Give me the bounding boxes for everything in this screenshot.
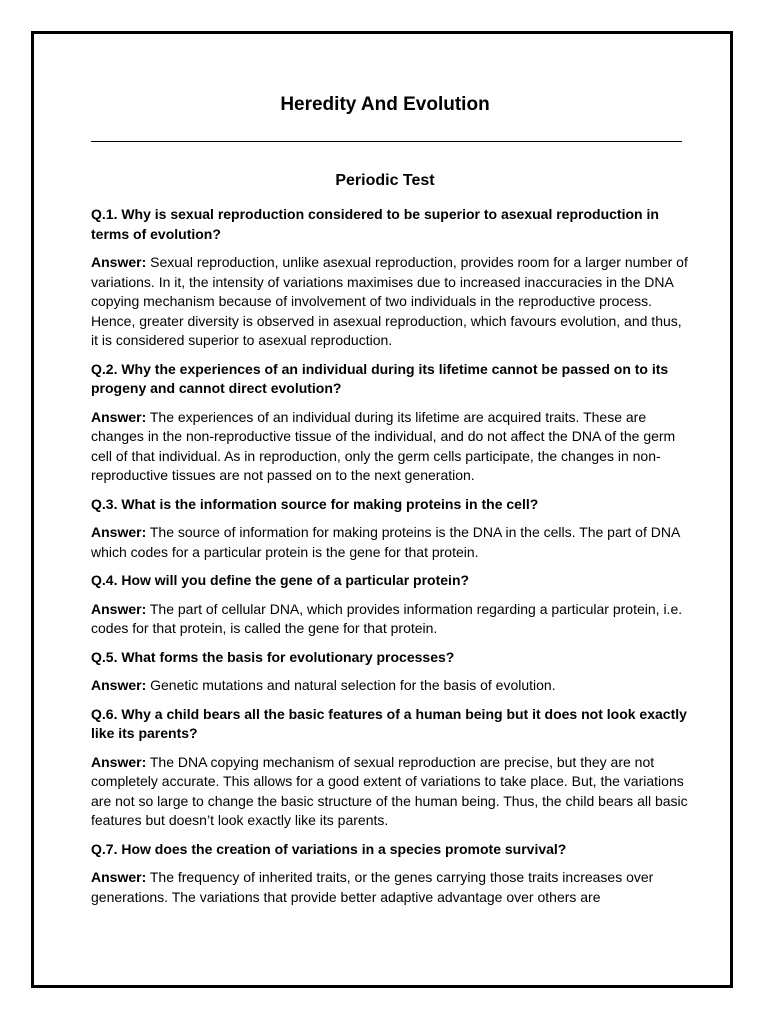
- answer-5: [91, 676, 688, 696]
- document-title: Heredity And Evolution: [280, 94, 490, 115]
- answer-text-5: Genetic mutations and natural selection for the basis of evolution.: [146, 677, 556, 693]
- qa-item-7: [91, 840, 688, 908]
- answer-label: Answer:: [91, 677, 147, 693]
- qa-item-2: [91, 360, 688, 486]
- answer-1: [91, 253, 688, 351]
- qa-item-6: [91, 705, 688, 831]
- answer-7: [91, 868, 688, 907]
- question-5: Q.5. What forms the basis for evolutionary processes?: [91, 648, 455, 665]
- answer-label: Answer:: [91, 524, 147, 540]
- title-divider: [91, 141, 682, 142]
- answer-4: [91, 600, 688, 639]
- question-4: Q.4. How will you define the gene of a particular protein?: [91, 572, 470, 588]
- answer-text-1: Sexual reproduction, unlike asexual reproduction, provides room for a larger number of variations. In it, the intensity of variations maximises due to increased inaccuracies in the DNA copying mechanism because of involvement of two individuals in the reproductive process. Hence, greater diversity is observed in asexual reproduction, which favours evolution, and thus, it is considered superior to asexual reproduction.: [91, 254, 688, 348]
- qa-item-4: [91, 571, 688, 639]
- answer-label: Answer:: [91, 869, 147, 885]
- question-1: Q.1. Why is sexual reproduction considered to be superior to asexual reproduction in terms of evolution?: [91, 206, 659, 242]
- qa-item-3: [91, 495, 688, 563]
- question-6: Q.6. Why a child bears all the basic features of a human being but it does not look exactly like its parents?: [91, 705, 687, 741]
- qa-list: [91, 205, 688, 916]
- answer-label: Answer:: [91, 408, 147, 425]
- answer-3: [91, 523, 688, 562]
- question-2: Q.2. Why the experiences of an individual during its lifetime cannot be passed on to its progeny and cannot direct evolution?: [91, 360, 669, 396]
- answer-text-4: The part of cellular DNA, which provides information regarding a particular protein, i.e. codes for that protein, is called the gene for that protein.: [91, 600, 683, 636]
- answer-label: Answer:: [91, 254, 147, 270]
- answer-label: Answer:: [91, 753, 147, 770]
- answer-6: [91, 753, 688, 831]
- answer-text-2: The experiences of an individual during its lifetime are acquired traits. These are changes in the non-reproductive tissue of the individual, and do not affect the DNA of the germ cell of that individual. As in reproduction, only the germ cells participate, the changes in non-reproductive tissues are not passed on to the next generation.: [91, 408, 676, 483]
- question-7: Q.7. How does the creation of variations in a species promote survival?: [91, 840, 567, 857]
- document-subtitle: Periodic Test: [335, 172, 435, 189]
- answer-label: Answer:: [91, 600, 147, 617]
- page-frame: [31, 31, 733, 988]
- question-3: Q.3. What is the information source for making proteins in the cell?: [91, 495, 539, 512]
- answer-text-3: The source of information for making proteins is the DNA in the cells. The part of DNA which codes for a particular protein is the gene for that protein.: [91, 524, 680, 560]
- answer-text-7: The frequency of inherited traits, or the genes carrying those traits increases over generations. The variations that provide better adaptive advantage over others are: [91, 869, 654, 905]
- qa-item-1: [91, 205, 688, 351]
- qa-item-5: [91, 648, 688, 696]
- answer-text-6: The DNA copying mechanism of sexual reproduction are precise, but they are not completely accurate. This allows for a good extent of variations to take place. But, the variations are not so large to change the basic structure of the human being. Thus, the child bears all basic features but doesn’t look exactly like its parents.: [91, 753, 688, 828]
- answer-2: [91, 408, 688, 486]
